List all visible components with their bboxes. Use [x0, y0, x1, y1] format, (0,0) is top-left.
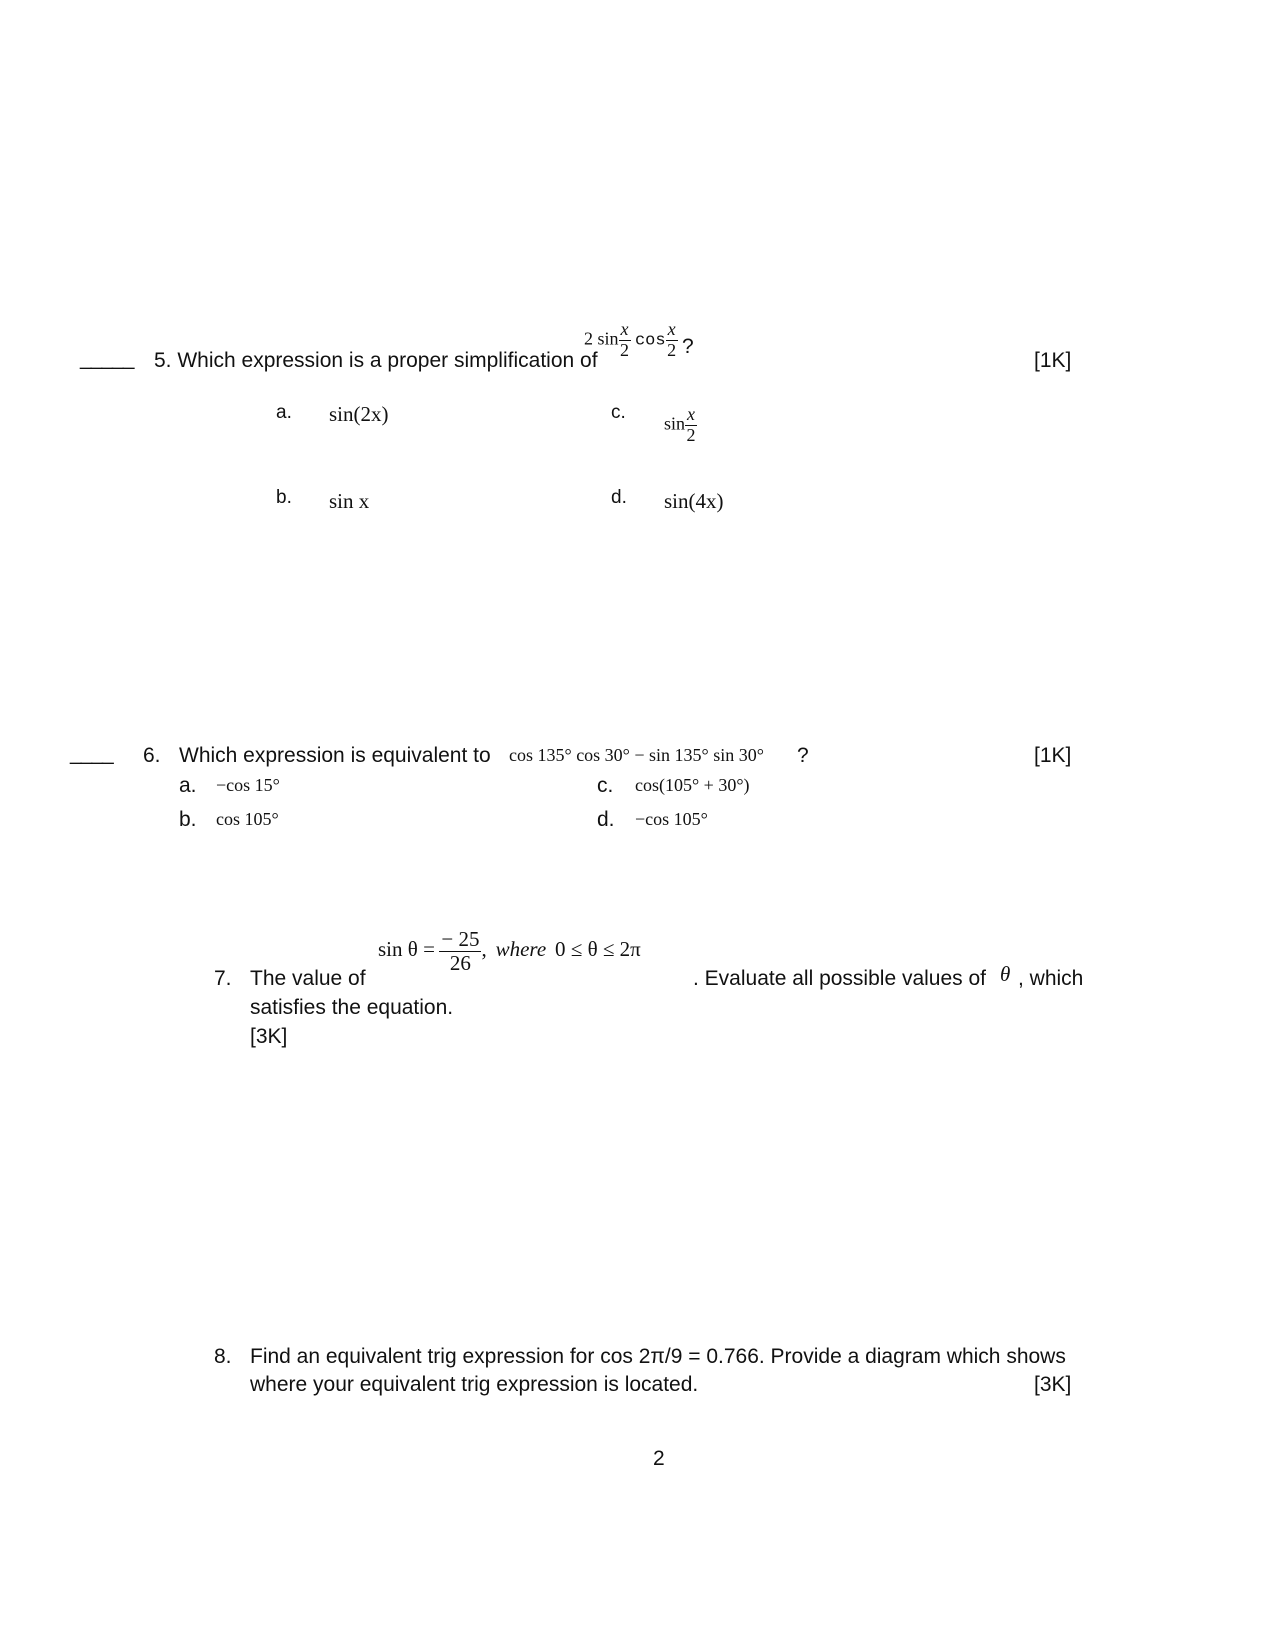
q6-marks: [1K]	[1034, 744, 1072, 767]
q5-option-a-label: a.	[276, 402, 292, 423]
q5-option-a-text[interactable]: sin(2x)	[329, 402, 389, 426]
q8-number: 8.	[214, 1345, 232, 1368]
q5-expr-frac-2	[666, 320, 678, 361]
q7-text-after: . Evaluate all possible values of	[693, 967, 987, 990]
q5-expr-den-1: 2	[620, 339, 630, 360]
q7-eq-where: where	[495, 936, 547, 961]
q6-option-a-label: a.	[179, 774, 197, 797]
q6-question-text: Which expression is equivalent to	[179, 744, 491, 767]
q5-marks: [1K]	[1034, 349, 1072, 372]
q7-eq-range: 0 ≤ θ ≤ 2π	[555, 936, 641, 961]
q6-option-c-label: c.	[597, 774, 614, 797]
q5-expr-question-mark: ?	[682, 334, 694, 358]
q6-option-b-label: b.	[179, 808, 197, 831]
q5-option-c-num: x	[687, 404, 696, 424]
q6-number: 6.	[143, 744, 161, 767]
q8-line2: where your equivalent trig expression is located.	[250, 1373, 699, 1396]
page-number: 2	[653, 1447, 665, 1470]
q7-eq-denominator: 26	[449, 951, 471, 976]
q5-option-b-label: b.	[276, 487, 292, 508]
q5-expr-frac-1	[619, 320, 631, 361]
q7-eq-comma: ,	[481, 936, 487, 961]
q6-option-d-text[interactable]: −cos 105°	[635, 809, 708, 829]
q8-marks: [3K]	[1034, 1373, 1072, 1396]
q5-option-c-expr[interactable]	[664, 405, 697, 446]
q7-theta: θ	[1000, 962, 1011, 986]
q5-expression	[584, 320, 694, 361]
q7-marks: [3K]	[250, 1025, 288, 1048]
q7-eq-fraction	[439, 928, 481, 975]
q5-option-d-text[interactable]: sin(4x)	[664, 489, 724, 513]
q5-option-b-text[interactable]: sin x	[329, 489, 370, 513]
q6-answer-blank[interactable]: ____	[70, 742, 113, 765]
q7-text-before: The value of	[250, 967, 366, 990]
q5-option-c-frac	[685, 405, 697, 446]
q5-question-text: 5. Which expression is a proper simplification of	[154, 349, 598, 372]
q5-answer-blank[interactable]: _____	[80, 347, 134, 370]
q5-expr-num-1: x	[620, 319, 629, 339]
q7-line2: satisfies the equation.	[250, 996, 454, 1019]
q6-option-c-text[interactable]: cos(105° + 30°)	[635, 775, 750, 795]
q7-number: 7.	[214, 967, 232, 990]
q5-expr-den-2: 2	[667, 339, 677, 360]
q7-text-after2: , which	[1018, 967, 1084, 990]
q5-expr-cos: cos	[634, 331, 666, 351]
q5-option-c-fn: sin	[664, 413, 686, 434]
q6-option-b-text[interactable]: cos 105°	[216, 809, 279, 829]
q6-option-d-label: d.	[597, 808, 615, 831]
q5-expr-num-2: x	[667, 319, 676, 339]
q5-expr-coef: 2 sin	[584, 328, 619, 349]
q8-line1: Find an equivalent trig expression for cos 2π/9 = 0.766. Provide a diagram which shows	[250, 1345, 1066, 1368]
q5-option-c-label: c.	[611, 402, 626, 423]
q6-option-a-text[interactable]: −cos 15°	[216, 775, 280, 795]
q5-option-c-den: 2	[686, 424, 696, 445]
q5-option-d-label: d.	[611, 487, 627, 508]
q7-eq-numerator: − 25	[441, 927, 480, 951]
q6-expression: cos 135° cos 30° − sin 135° sin 30°	[509, 745, 764, 765]
q7-eq-lhs: sin θ =	[378, 936, 435, 961]
q7-equation	[378, 928, 641, 975]
q6-question-mark: ?	[797, 744, 809, 767]
